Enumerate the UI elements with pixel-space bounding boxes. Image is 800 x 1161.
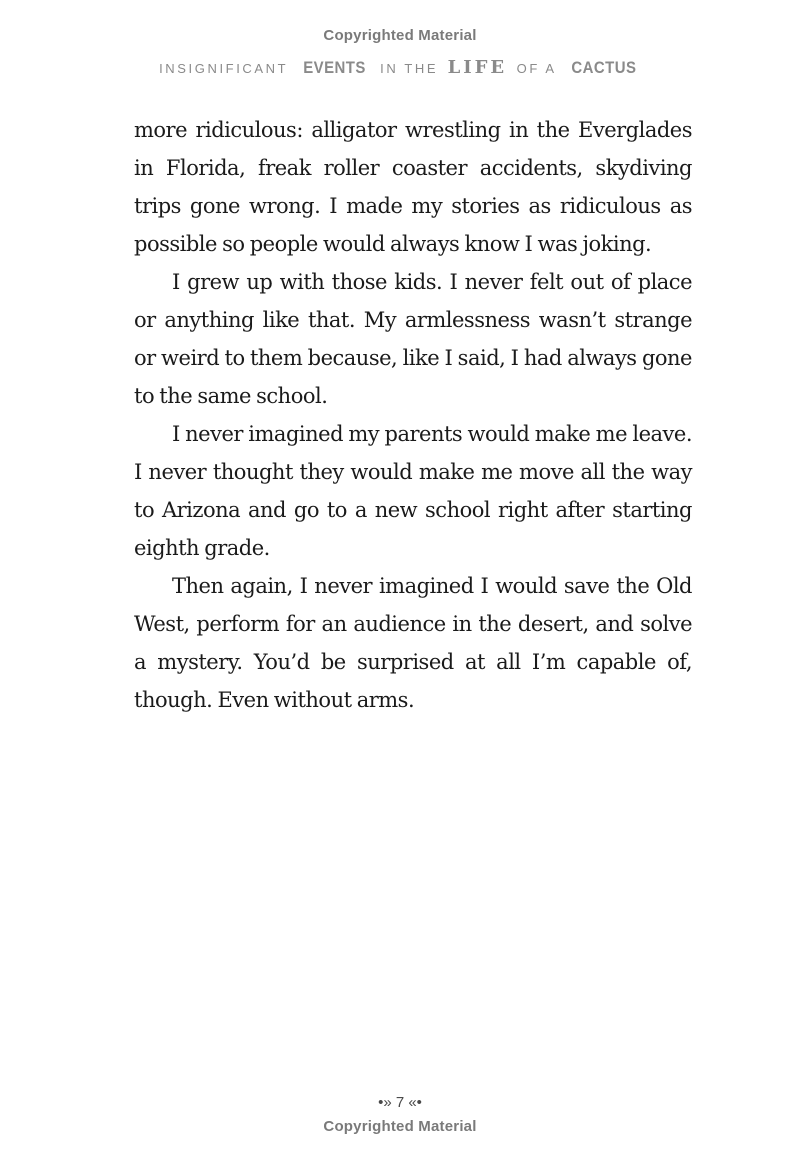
running-head-word: OF A <box>516 61 557 76</box>
body-text <box>134 111 692 719</box>
page-number: •» 7 «• <box>378 1094 422 1111</box>
running-head-word: IN THE <box>380 61 439 76</box>
paragraph: more ridiculous: alligator wrestling in the Everglades in Florida, freak roller coaster accidents, skydiving trips gone wrong. I made my stories as ridiculous as possible so people would always know I was joking. <box>134 118 692 256</box>
running-head-word: EVENTS <box>302 58 366 77</box>
paragraph: I grew up with those kids. I never felt out of place or anything like that. My armlessness wasn’t strange or weird to them because, like I said, I had always gone to the same school. <box>134 270 692 408</box>
paragraph: Then again, I never imagined I would save the Old West, perform for an audience in the desert, and solve a mystery. You’d be surprised at all I’m capable of, though. Even without arms. <box>134 574 692 712</box>
running-head-word: INSIGNIFICANT <box>159 61 289 76</box>
copyright-watermark-bottom: Copyrighted Material <box>323 1118 477 1135</box>
copyright-watermark-top: Copyrighted Material <box>323 27 477 44</box>
running-head-word: CACTUS <box>571 58 637 77</box>
paragraph: I never imagined my parents would make me leave. I never thought they would make me move all the way to Arizona and go to a new school right after starting eighth grade. <box>134 422 692 560</box>
running-head-word: LIFE <box>447 57 508 78</box>
running-head <box>0 57 800 80</box>
